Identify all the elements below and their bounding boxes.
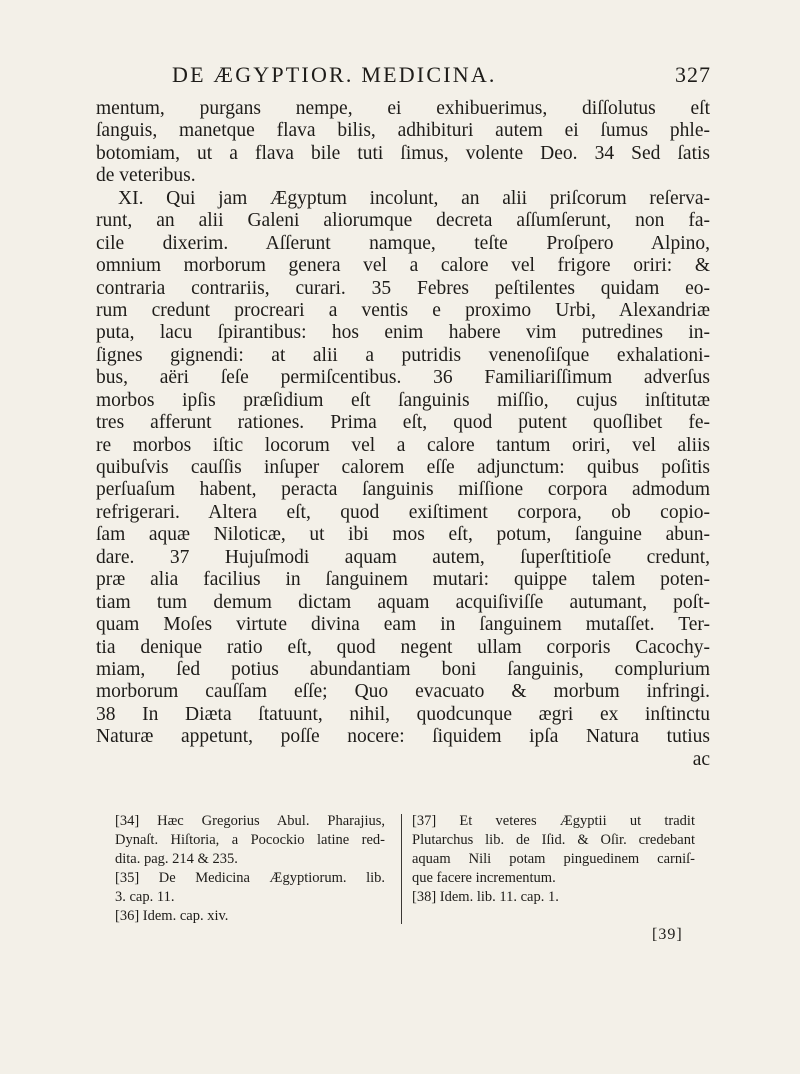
footnote-line: [36] Idem. cap. xiv. [115, 908, 229, 924]
footnote-line: [35] De Medicina Ægyptiorum. lib. [115, 870, 385, 886]
footnote-line: dita. pag. 214 & 235. [115, 851, 238, 867]
footnote-line: Plutarchus lib. de Iſid. & Oſir. credebant [412, 832, 695, 848]
text-line: puta, lacu ſpirantibus: hos enim habere vim putredines in- [96, 322, 710, 344]
text-line: botomiam, ut a flava bile tuti ſimus, volente Deo. 34 Sed ſatis [96, 142, 710, 164]
page-number: 327 [675, 62, 711, 87]
text-line: 38 In Diæta ſtatuunt, nihil, quodcunque ægri ex inſtinctu [96, 703, 710, 725]
text-line: ac [692, 748, 710, 770]
footnote-line: aquam Nili potam pinguedinem carniſ- [412, 851, 695, 867]
footnote-line: [37] Et veteres Ægyptii ut tradit [412, 813, 695, 829]
text-line: dare. 37 Hujuſmodi aquam autem, ſuperſtitioſe credunt, [96, 546, 710, 568]
text-line: runt, an alii Galeni aliorumque decreta aſſumſerunt, non fa- [96, 210, 710, 232]
body-text [96, 98, 710, 771]
text-line: contraria contrariis, curari. 35 Febres peſtilentes quidam eo- [96, 277, 710, 299]
footnote-line: que facere incrementum. [412, 870, 556, 886]
text-line: ſam aquæ Niloticæ, ut ibi mos eſt, potum, ſanguine abun- [96, 524, 710, 546]
text-line: Naturæ appetunt, poſſe nocere: ſiquidem ipſa Natura tutius [96, 726, 710, 748]
footnote-divider [401, 814, 402, 924]
text-line: tres afferunt rationes. Prima eſt, quod putent quoſlibet fe- [96, 412, 710, 434]
footnote-line: [34] Hæc Gregorius Abul. Pharajius, [115, 813, 385, 829]
text-line: bus, aëri ſeſe permiſcentibus. 36 Familiariſſimum adverſus [96, 367, 710, 389]
footnotes-left-column [115, 812, 385, 926]
footnotes-right-column [412, 812, 695, 907]
text-line: tiam tum demum dictam aquam acquiſiviſſe autumant, poſt- [96, 591, 710, 613]
running-head [96, 62, 711, 96]
text-line: XI. Qui jam Ægyptum incolunt, an alii priſcorum reſerva- [118, 187, 710, 209]
text-line: tia denique ratio eſt, quod negent ullam corporis Cacochy- [96, 636, 710, 658]
text-line: ſanguis, manetque flava bilis, adhibituri autem ei ſumus phle- [96, 120, 710, 142]
footnote-line: Dynaſt. Hiſtoria, a Pocockio latine red- [115, 832, 385, 848]
footnote-line: 3. cap. 11. [115, 889, 175, 905]
text-line: re morbos iſtic locorum vel a calore tantum oriri, vel aliis [96, 434, 710, 456]
footnote-line: [38] Idem. lib. 11. cap. 1. [412, 889, 559, 905]
text-line: mentum, purgans nempe, ei exhibuerimus, diſſolutus eſt [96, 98, 710, 119]
text-line: perſuaſum habent, peracta ſanguinis miſſione corpora admodum [96, 479, 710, 501]
text-line: quibuſvis cauſſis inſuper calorem eſſe adjunctum: quibus poſitis [96, 457, 710, 478]
text-line: de veteribus. [96, 165, 196, 187]
text-line: quam Moſes virtute divina eam in ſanguinem mutaſſet. Ter- [96, 614, 710, 636]
text-line: præ alia facilius in ſanguinem mutari: quippe talem poten- [96, 569, 710, 591]
text-line: rum credunt procreari a ventis e proximo Urbi, Alexandriæ [96, 299, 710, 321]
text-line: morborum cauſſam eſſe; Quo evacuato & morbum infringi. [96, 681, 710, 703]
text-line: morbos ipſis præſidium eſt ſanguinis miſſio, cujus inſtitutæ [96, 389, 710, 411]
text-line: refrigerari. Altera eſt, quod exiſtiment corpora, ob copio- [96, 501, 710, 523]
text-line: miam, ſed potius abundantiam boni ſanguinis, complurium [96, 658, 710, 680]
running-title: DE ÆGYPTIOR. MEDICINA. [172, 62, 497, 87]
text-line: cile dixerim. Aſſerunt namque, teſte Proſpero Alpino, [96, 232, 710, 254]
footnotes [115, 812, 695, 932]
catchword: [39] [652, 926, 683, 943]
text-line: omnium morborum genera vel a calore vel frigore oriri: & [96, 255, 710, 277]
text-line: ſignes gignendi: at alii a putridis venenoſiſque exhalationi- [96, 344, 710, 366]
